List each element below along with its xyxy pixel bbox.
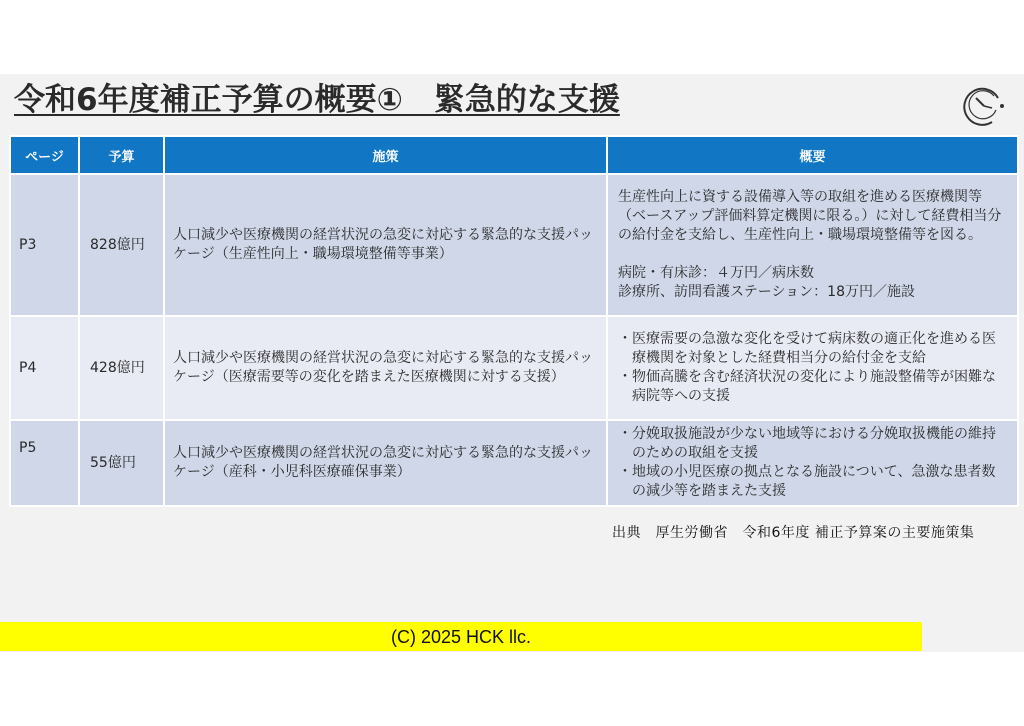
table-header bbox=[10, 136, 1018, 174]
source-citation: 出典 厚生労働省 令和6年度 補正予算案の主要施策集 bbox=[612, 525, 975, 541]
copyright-banner: (C) 2025 HCK llc. bbox=[0, 622, 922, 651]
measure-cell: 人口減少や医療機関の経営状況の急変に対応する緊急的な支援パッケージ（産科・小児科医療確保事業） bbox=[164, 420, 607, 506]
slide bbox=[0, 74, 1024, 652]
summary-list bbox=[618, 330, 1007, 406]
summary-item: ・分娩取扱施設が少ない地域等における分娩取扱機能の維持のための取組を支援 bbox=[618, 426, 996, 461]
budget-amount: 428億円 bbox=[90, 359, 145, 376]
page-cell bbox=[10, 316, 79, 420]
page-cell bbox=[10, 174, 79, 316]
summary-cell bbox=[607, 174, 1018, 316]
budget-table bbox=[9, 135, 1019, 507]
clock-logo-icon bbox=[962, 84, 1006, 128]
page-number: P3 bbox=[19, 236, 37, 253]
table-row bbox=[10, 420, 1018, 506]
summary-item: ・地域の小児医療の拠点となる施設について、急激な患者数の減少等を踏まえた支援 bbox=[618, 464, 996, 499]
table-row bbox=[10, 316, 1018, 420]
budget-cell bbox=[79, 174, 164, 316]
page-cell bbox=[10, 420, 79, 506]
page-number: P4 bbox=[19, 359, 37, 376]
page-number: P5 bbox=[19, 440, 37, 456]
header-page: ページ bbox=[10, 136, 79, 174]
page-title: 令和6年度補正予算の概要① 緊急的な支援 bbox=[14, 82, 620, 118]
budget-cell bbox=[79, 420, 164, 506]
header-summary: 概要 bbox=[607, 136, 1018, 174]
summary-text: 生産性向上に資する設備導入等の取組を進める医療機関等（ベースアップ評価料算定機関に限る。）に対して経費相当分の給付金を支給し、生産性向上・職場環境整備等を図る。 病院・有床診：４万円／病床数 診療所、訪問看護ステーション：18万円／施設 bbox=[618, 189, 1002, 300]
budget-amount: 55億円 bbox=[90, 454, 136, 471]
measure-cell: 人口減少や医療機関の経営状況の急変に対応する緊急的な支援パッケージ（医療需要等の変化を踏まえた医療機関に対する支援） bbox=[164, 316, 607, 420]
header-budget: 予算 bbox=[79, 136, 164, 174]
table-row bbox=[10, 174, 1018, 316]
summary-cell bbox=[607, 316, 1018, 420]
summary-list bbox=[618, 425, 1007, 501]
budget-amount: 828億円 bbox=[90, 236, 145, 253]
measure-cell: 人口減少や医療機関の経営状況の急変に対応する緊急的な支援パッケージ（生産性向上・職場環境整備等事業） bbox=[164, 174, 607, 316]
summary-item: ・医療需要の急激な変化を受けて病床数の適正化を進める医療機関を対象とした経費相当分の給付金を支給 bbox=[618, 331, 996, 366]
budget-cell bbox=[79, 316, 164, 420]
summary-cell bbox=[607, 420, 1018, 506]
header-measure: 施策 bbox=[164, 136, 607, 174]
summary-item: ・物価高騰を含む経済状況の変化により施設整備等が困難な病院等への支援 bbox=[618, 369, 996, 404]
